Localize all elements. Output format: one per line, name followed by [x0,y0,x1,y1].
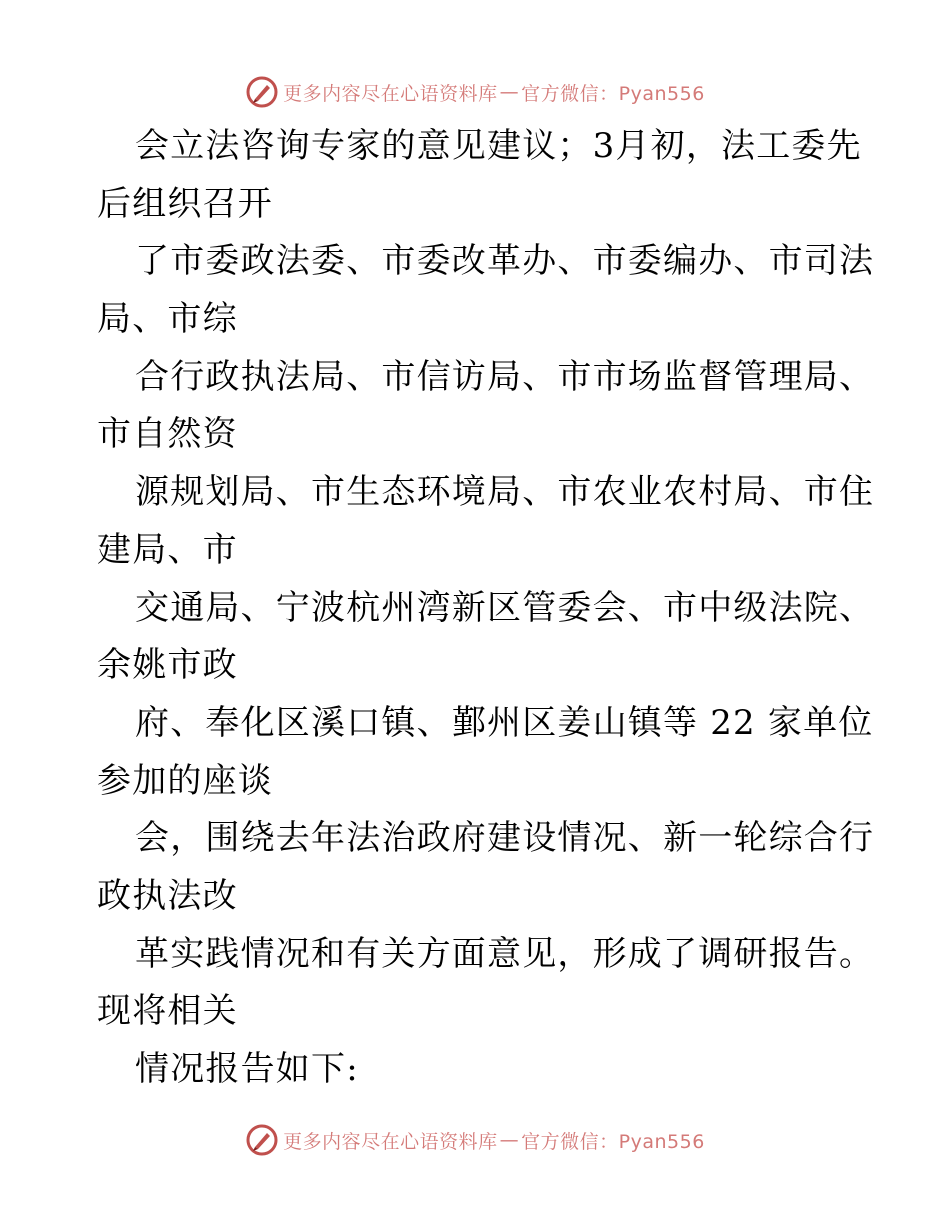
text-line: 革实践情况和有关方面意见，形成了调研报告。 [135,933,875,974]
text-line: 后组织召开 [97,183,273,224]
header-watermark [0,72,950,112]
text-line: 局、市综 [97,299,238,340]
footer-watermark [0,1120,950,1160]
watermark-dash: — [499,81,520,103]
watermark-wechat: 官方微信：Pyan556 [521,1130,705,1153]
text-line: 交通局、宁波杭州湾新区管委会、市中级法院、 [135,587,875,628]
text-line: 了市委政法委、市委改革办、市委编办、市司法 [135,241,875,282]
text-line: 源规划局、市生态环境局、市农业农村局、市住 [135,472,875,513]
text-line: 会立法咨询专家的意见建议；3月初，法工委先 [135,126,862,166]
text-line: 合行政执法局、市信访局、市市场监督管理局、 [135,356,875,397]
watermark-dash: — [499,1129,520,1151]
watermark-text: 更多内容尽在心语资料库 [283,82,498,105]
text-line: 情况报告如下: [135,1049,359,1089]
text-line: 建局、市 [97,529,238,570]
watermark-text: 更多内容尽在心语资料库 [283,1130,498,1153]
text-line: 市自然资 [97,414,238,455]
text-line: 现将相关 [97,991,238,1032]
text-line: 府、奉化区溪口镇、鄞州区姜山镇等 22 家单位 [135,702,874,743]
text-line: 参加的座谈 [97,760,273,801]
document-body [97,118,875,1099]
pen-logo-icon [245,1123,279,1157]
text-line: 政执法改 [97,875,238,916]
text-line: 余姚市政 [97,645,238,686]
watermark-wechat: 官方微信：Pyan556 [521,82,705,105]
pen-logo-icon [245,75,279,109]
text-line: 会，围绕去年法治政府建设情况、新一轮综合行 [135,818,875,859]
